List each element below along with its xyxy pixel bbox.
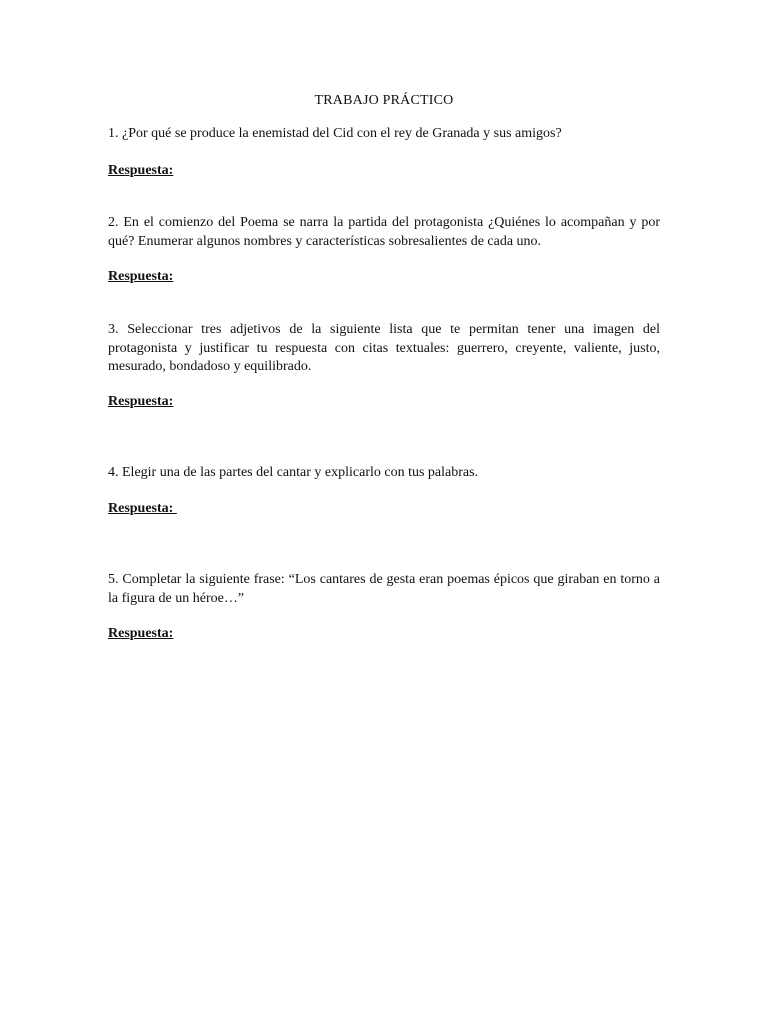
question-2: 2. En el comienzo del Poema se narra la partida del protagonista ¿Quiénes lo acompañan y por qué? Enumerar algunos nombres y características sobresalientes de cada uno. [108,215,660,249]
answer-label-1: Respuesta: [108,163,174,178]
answer-label-3: Respuesta: [108,394,174,409]
question-3: 3. Seleccionar tres adjetivos de la siguiente lista que te permitan tener una imagen del protagonista y justificar tu respuesta con citas textuales: guerrero, creyente, valiente, justo, mesurado, bondadoso y equilibrado. [108,322,660,374]
question-5: 5. Completar la siguiente frase: “Los cantares de gesta eran poemas épicos que giraban en torno a la figura de un héroe…” [108,572,660,606]
question-1: 1. ¿Por qué se produce la enemistad del Cid con el rey de Granada y sus amigos? [108,126,562,141]
question-4: 4. Elegir una de las partes del cantar y explicarlo con tus palabras. [108,465,479,480]
answer-label-5: Respuesta: [108,626,174,641]
page-title: TRABAJO PRÁCTICO [314,93,454,108]
answer-label-4: Respuesta: [108,501,177,516]
answer-label-2: Respuesta: [108,269,174,284]
